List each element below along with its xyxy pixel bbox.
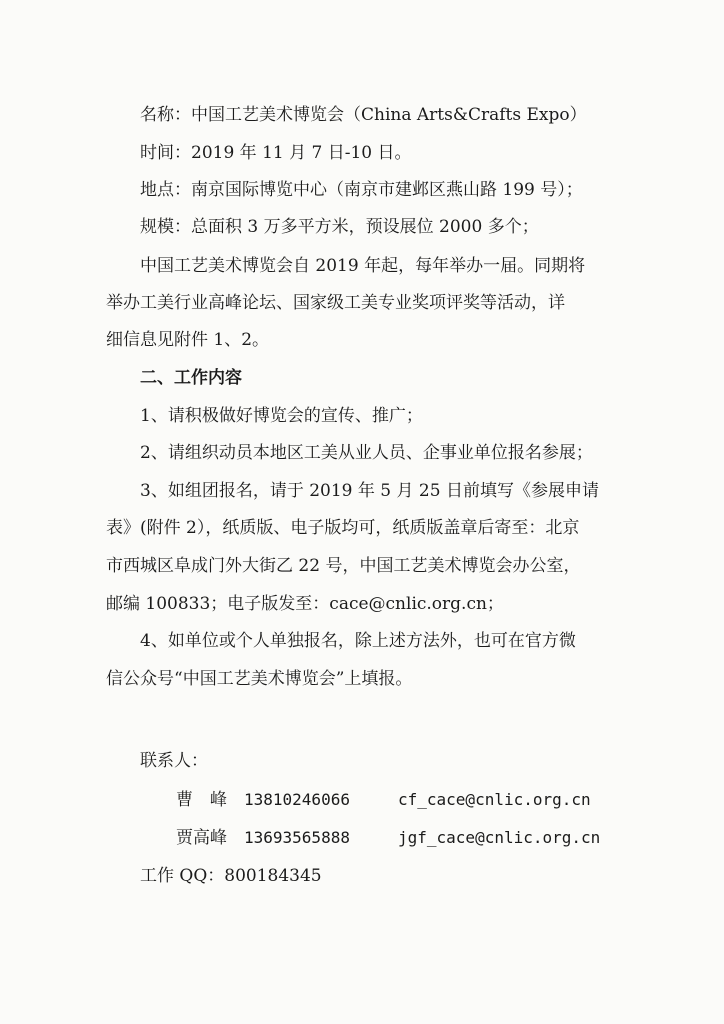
section-2-heading: 二、工作内容 bbox=[140, 368, 242, 388]
work-item-4-line-2: 信公众号“中国工艺美术博览会”上填报。 bbox=[106, 669, 413, 689]
work-qq-line: 工作 QQ：800184345 bbox=[140, 866, 322, 886]
contact-email: jgf_cace@cnlic.org.cn bbox=[398, 828, 601, 847]
work-item-4-line-1: 4、如单位或个人单独报名，除上述方法外，也可在官方微 bbox=[140, 631, 576, 651]
expo-time-line: 时间：2019 年 11 月 7 日-10 日。 bbox=[140, 143, 412, 163]
work-item-2: 2、请组织动员本地区工美从业人员、企事业单位报名参展； bbox=[140, 443, 593, 463]
work-item-3-line-4: 邮编 100833；电子版发至：cace@cnlic.org.cn； bbox=[106, 594, 504, 614]
contact-phone: 13810246066 bbox=[244, 790, 350, 809]
contact-name: 曹 峰 bbox=[176, 790, 227, 810]
intro-line-1: 中国工艺美术博览会自 2019 年起，每年举办一届。同期将 bbox=[140, 256, 586, 276]
expo-location-line: 地点：南京国际博览中心（南京市建邺区燕山路 199 号）； bbox=[140, 180, 583, 200]
contact-name: 贾高峰 bbox=[176, 828, 227, 848]
work-item-3-line-2: 表》(附件 2），纸质版、电子版均可，纸质版盖章后寄至：北京 bbox=[106, 518, 580, 538]
expo-name-line: 名称：中国工艺美术博览会（China Arts&Crafts Expo） bbox=[140, 105, 587, 125]
work-item-3-line-1: 3、如组团报名，请于 2019 年 5 月 25 日前填写《参展申请 bbox=[140, 481, 599, 501]
intro-line-2: 举办工美行业高峰论坛、国家级工美专业奖项评奖等活动，详 bbox=[106, 293, 565, 313]
contact-phone: 13693565888 bbox=[244, 828, 350, 847]
contacts-label: 联系人： bbox=[140, 751, 208, 771]
contact-email: cf_cace@cnlic.org.cn bbox=[398, 790, 591, 809]
work-item-3-line-3: 市西城区阜成门外大街乙 22 号，中国工艺美术博览会办公室， bbox=[106, 556, 581, 576]
expo-scale-line: 规模：总面积 3 万多平方米，预设展位 2000 多个； bbox=[140, 217, 539, 237]
work-item-1: 1、请积极做好博览会的宣传、推广； bbox=[140, 406, 423, 426]
intro-line-3: 细信息见附件 1、2。 bbox=[106, 330, 270, 350]
